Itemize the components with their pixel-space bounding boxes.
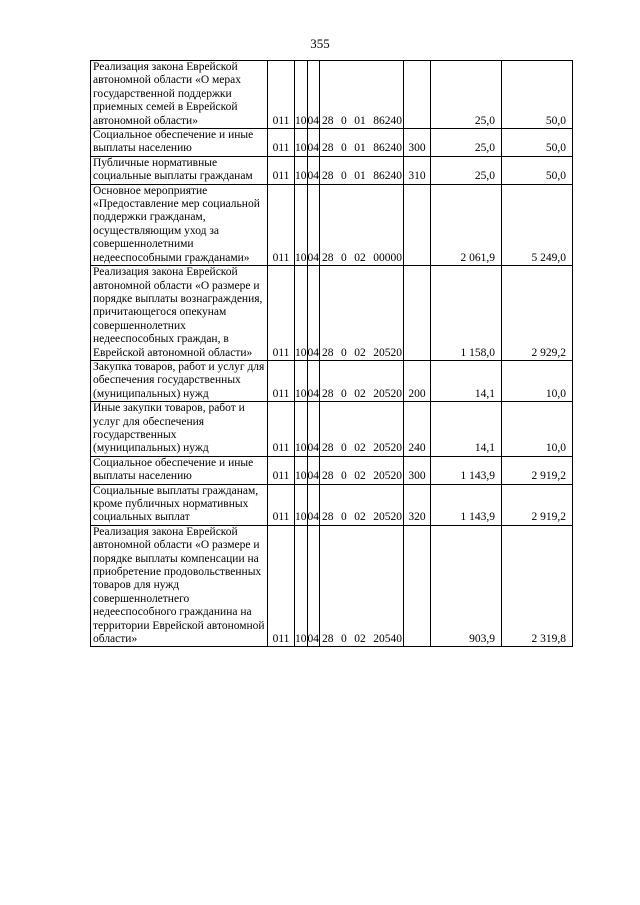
row-pr-code: 04	[307, 484, 320, 525]
row-cs-code	[320, 402, 404, 457]
row-value-1: 14,1	[431, 402, 502, 457]
cs-part-d: 20520	[373, 442, 402, 455]
row-value-1: 14,1	[431, 360, 502, 401]
cs-part-b: 0	[341, 387, 347, 400]
row-value-2: 2 919,2	[502, 456, 573, 484]
table-row	[91, 266, 573, 361]
cs-part-b: 0	[341, 170, 347, 183]
cs-part-d: 20520	[373, 387, 402, 400]
row-name: Социальное обеспечение и иные выплаты населению	[91, 456, 268, 484]
row-vr-code	[404, 266, 431, 361]
row-cs-code	[320, 525, 404, 647]
row-value-2: 10,0	[502, 360, 573, 401]
cs-part-b: 0	[341, 114, 347, 127]
cs-part-a: 28	[322, 170, 334, 183]
row-value-2: 50,0	[502, 156, 573, 184]
row-name: Реализация закона Еврейской автономной области «О размере и порядке выплаты компенсации на приобретение продовольственных товаров для нужд совершеннолетнего недееспособного гражданина на территории Еврейской автономной области»	[91, 525, 268, 647]
cs-part-d: 20520	[373, 470, 402, 483]
page-number: 355	[310, 36, 330, 51]
row-name: Закупка товаров, работ и услуг для обеспечения государственных (муниципальных) нужд	[91, 360, 268, 401]
row-value-2: 50,0	[502, 129, 573, 157]
cs-part-b: 0	[341, 633, 347, 646]
row-pr-code: 04	[307, 402, 320, 457]
cs-part-a: 28	[322, 387, 334, 400]
table-row	[91, 61, 573, 129]
row-name: Иные закупки товаров, работ и услуг для обеспечения государственных (муниципальных) нужд	[91, 402, 268, 457]
row-vr-code	[404, 61, 431, 129]
row-value-1: 903,9	[431, 525, 502, 647]
cs-part-d: 20520	[373, 346, 402, 359]
row-cs-code	[320, 360, 404, 401]
row-value-2: 50,0	[502, 61, 573, 129]
budget-table	[90, 60, 573, 647]
row-pr-code: 04	[307, 61, 320, 129]
cs-part-c: 02	[354, 470, 366, 483]
row-vr-code: 300	[404, 456, 431, 484]
row-gr-code: 011	[268, 266, 295, 361]
row-cs-code	[320, 184, 404, 265]
row-cs-code	[320, 456, 404, 484]
row-name: Реализация закона Еврейской автономной области «О размере и порядке выплаты вознаграждения, причитающегося опекунам совершеннолетних недееспособных граждан, в Еврейской автономной области»	[91, 266, 268, 361]
cs-part-a: 28	[322, 470, 334, 483]
cs-part-a: 28	[322, 142, 334, 155]
cs-part-c: 02	[354, 633, 366, 646]
row-gr-code: 011	[268, 61, 295, 129]
cs-part-c: 02	[354, 251, 366, 264]
cs-part-d: 20540	[373, 633, 402, 646]
table-row	[91, 184, 573, 265]
budget-table-body	[91, 61, 573, 647]
cs-part-b: 0	[341, 251, 347, 264]
row-value-2: 2 929,2	[502, 266, 573, 361]
row-pr-code: 04	[307, 184, 320, 265]
row-value-1: 25,0	[431, 61, 502, 129]
row-cs-code	[320, 61, 404, 129]
row-vr-code	[404, 525, 431, 647]
row-vr-code: 300	[404, 129, 431, 157]
cs-part-d: 00000	[373, 251, 402, 264]
row-gr-code: 011	[268, 156, 295, 184]
row-value-2: 10,0	[502, 402, 573, 457]
row-rz-code: 10	[295, 525, 308, 647]
row-rz-code: 10	[295, 156, 308, 184]
cs-part-a: 28	[322, 633, 334, 646]
row-gr-code: 011	[268, 402, 295, 457]
cs-part-a: 28	[322, 114, 334, 127]
row-rz-code: 10	[295, 61, 308, 129]
table-row	[91, 402, 573, 457]
table-row	[91, 525, 573, 647]
row-value-1: 1 143,9	[431, 484, 502, 525]
row-rz-code: 10	[295, 456, 308, 484]
table-row	[91, 456, 573, 484]
row-value-2: 2 319,8	[502, 525, 573, 647]
row-rz-code: 10	[295, 129, 308, 157]
row-value-2: 5 249,0	[502, 184, 573, 265]
table-row	[91, 156, 573, 184]
row-value-1: 1 158,0	[431, 266, 502, 361]
row-gr-code: 011	[268, 456, 295, 484]
row-vr-code: 200	[404, 360, 431, 401]
cs-part-a: 28	[322, 346, 334, 359]
table-row	[91, 129, 573, 157]
row-value-1: 25,0	[431, 129, 502, 157]
row-cs-code	[320, 156, 404, 184]
cs-part-b: 0	[341, 142, 347, 155]
row-pr-code: 04	[307, 525, 320, 647]
table-row	[91, 484, 573, 525]
row-name: Реализация закона Еврейской автономной области «О мерах государственной поддержки приемных семей в Еврейской автономной области»	[91, 61, 268, 129]
cs-part-c: 02	[354, 442, 366, 455]
cs-part-c: 01	[354, 170, 366, 183]
row-name: Социальные выплаты гражданам, кроме публичных нормативных социальных выплат	[91, 484, 268, 525]
cs-part-c: 02	[354, 387, 366, 400]
row-vr-code	[404, 184, 431, 265]
cs-part-c: 01	[354, 114, 366, 127]
cs-part-d: 86240	[373, 114, 402, 127]
cs-part-b: 0	[341, 470, 347, 483]
row-rz-code: 10	[295, 402, 308, 457]
row-rz-code: 10	[295, 266, 308, 361]
cs-part-d: 20520	[373, 511, 402, 524]
row-cs-code	[320, 484, 404, 525]
cs-part-c: 01	[354, 142, 366, 155]
row-value-1: 2 061,9	[431, 184, 502, 265]
cs-part-d: 86240	[373, 170, 402, 183]
cs-part-a: 28	[322, 511, 334, 524]
row-value-1: 1 143,9	[431, 456, 502, 484]
cs-part-b: 0	[341, 346, 347, 359]
row-value-2: 2 919,2	[502, 484, 573, 525]
cs-part-a: 28	[322, 442, 334, 455]
row-vr-code: 240	[404, 402, 431, 457]
cs-part-c: 02	[354, 511, 366, 524]
row-value-1: 25,0	[431, 156, 502, 184]
row-gr-code: 011	[268, 129, 295, 157]
row-pr-code: 04	[307, 156, 320, 184]
row-rz-code: 10	[295, 484, 308, 525]
cs-part-b: 0	[341, 511, 347, 524]
row-cs-code	[320, 129, 404, 157]
row-pr-code: 04	[307, 129, 320, 157]
row-pr-code: 04	[307, 266, 320, 361]
row-rz-code: 10	[295, 360, 308, 401]
row-gr-code: 011	[268, 484, 295, 525]
row-vr-code: 320	[404, 484, 431, 525]
cs-part-b: 0	[341, 442, 347, 455]
cs-part-c: 02	[354, 346, 366, 359]
row-cs-code	[320, 266, 404, 361]
row-rz-code: 10	[295, 184, 308, 265]
row-gr-code: 011	[268, 525, 295, 647]
row-pr-code: 04	[307, 360, 320, 401]
row-name: Социальное обеспечение и иные выплаты населению	[91, 129, 268, 157]
row-vr-code: 310	[404, 156, 431, 184]
row-name: Публичные нормативные социальные выплаты гражданам	[91, 156, 268, 184]
row-pr-code: 04	[307, 456, 320, 484]
row-gr-code: 011	[268, 184, 295, 265]
cs-part-d: 86240	[373, 142, 402, 155]
row-gr-code: 011	[268, 360, 295, 401]
table-row	[91, 360, 573, 401]
cs-part-a: 28	[322, 251, 334, 264]
row-name: Основное мероприятие «Предоставление мер социальной поддержки гражданам, осуществляющим уход за совершеннолетними недееспособными гражданами»	[91, 184, 268, 265]
